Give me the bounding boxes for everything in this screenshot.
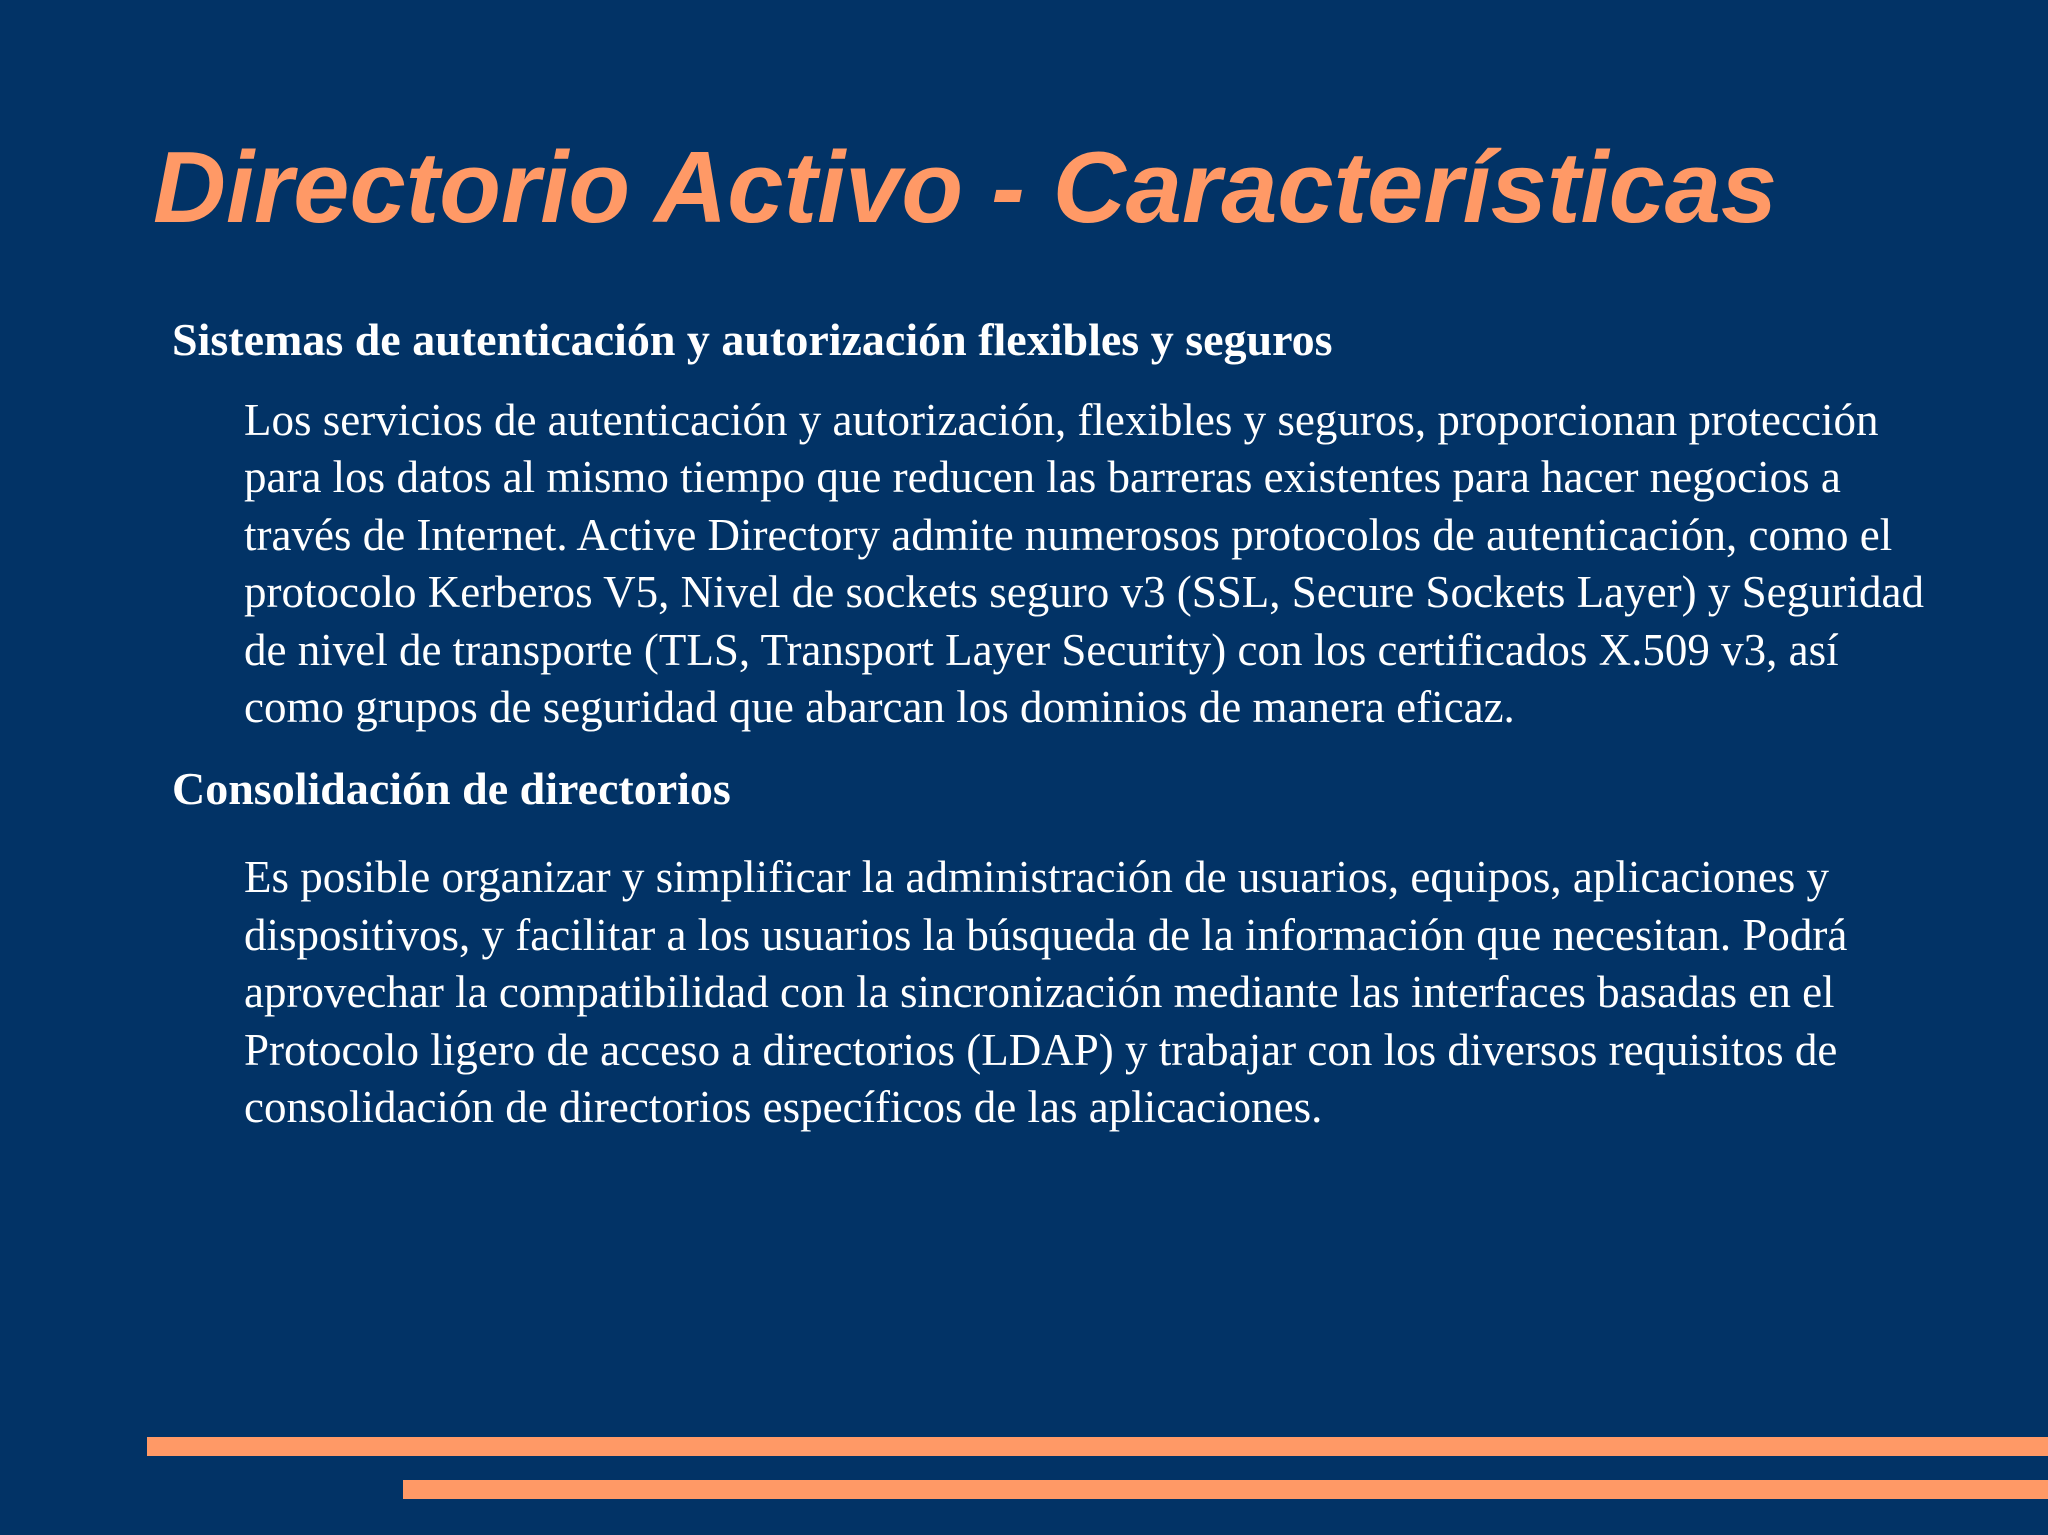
section-body: Es posible organizar y simplificar la administración de usuarios, equipos, aplicaciones y dispositivos, y facilitar a los usuarios la búsqueda de la información que necesitan. Podrá aprovechar la compatibilidad con la sincronización mediante las interfaces basadas en el Protocolo ligero de acceso a directorios (LDAP) y trabajar con los diversos requisitos de consolidación de directorios específicos de las aplicaciones. <box>244 852 1848 1133</box>
section-body: Los servicios de autenticación y autorización, flexibles y seguros, proporcionan protección para los datos al mismo tiempo que reducen las barreras existentes para hacer negocios a través de Internet. Active Directory admite numerosos protocolos de autenticación, como el protocolo Kerberos V5, Nivel de sockets seguro v3 (SSL, Secure Sockets Layer) y Seguridad de nivel de transporte (TLS, Transport Layer Security) con los certificados X.509 v3, así como grupos de seguridad que abarcan los dominios de manera eficaz. <box>244 395 1925 733</box>
section-heading: Consolidación de directorios <box>172 763 731 815</box>
slide-content <box>172 308 1932 1136</box>
section-authentication <box>172 308 1932 736</box>
decorative-bar-upper <box>147 1437 2048 1456</box>
section-heading: Sistemas de autenticación y autorización flexibles y seguros <box>172 314 1333 365</box>
decorative-bar-lower <box>403 1480 2048 1499</box>
section-directory-consolidation <box>172 757 1932 1136</box>
slide-title: Directorio Activo - Características <box>153 132 1778 244</box>
